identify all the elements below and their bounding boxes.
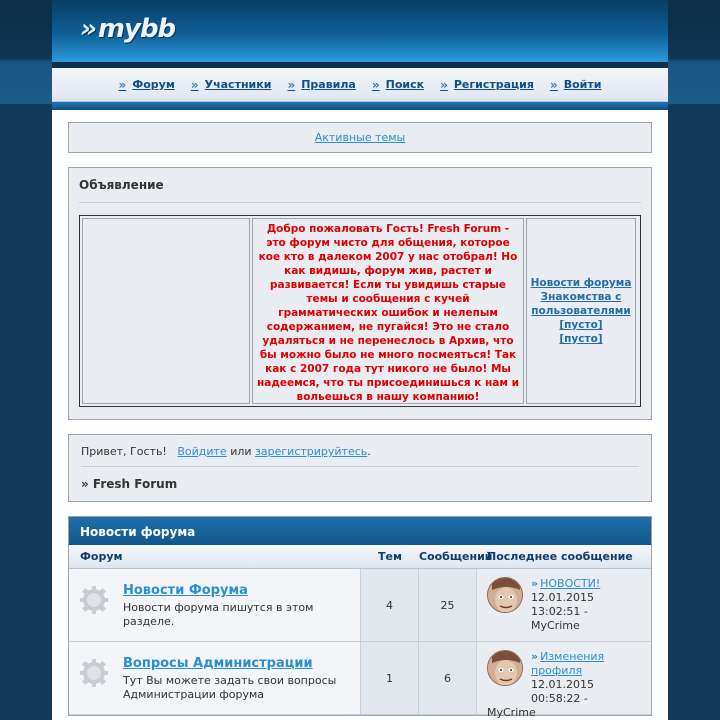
col-topics: Тем — [378, 550, 402, 563]
welcome-greeting — [81, 445, 639, 467]
nav-bottom-bar — [52, 102, 668, 110]
last-post — [477, 642, 651, 719]
announcement-link-meet[interactable]: Знакомства с пользователями — [531, 291, 631, 317]
nav-search[interactable] — [372, 78, 424, 92]
nav-forum-label: Форум — [132, 78, 175, 91]
forum-gear-icon — [79, 658, 109, 688]
nav-arrow-icon: » — [287, 77, 296, 92]
last-post-info — [487, 650, 641, 720]
last-post-author[interactable]: MyCrime — [531, 619, 580, 632]
last-post-link[interactable]: Изменения профиля — [531, 650, 605, 677]
column-headers — [69, 545, 651, 569]
header — [52, 0, 668, 62]
announcement-box — [68, 167, 652, 420]
site-logo[interactable] — [80, 14, 175, 44]
nav-members-label: Участники — [204, 78, 272, 91]
avatar[interactable] — [487, 650, 523, 686]
logo-chevron-icon: » — [80, 14, 96, 44]
period-text: . — [367, 445, 371, 458]
forum-gear-icon — [79, 585, 109, 615]
nav-register[interactable] — [440, 78, 534, 92]
posts-count: 25 — [419, 569, 477, 641]
forum-description: Тут Вы можете задать свои вопросы Администрации форума — [123, 674, 337, 701]
forum-row — [69, 642, 651, 719]
nav-search-label: Поиск — [385, 78, 425, 91]
nav-rules-label: Правила — [301, 78, 356, 91]
nav-arrow-icon: » — [190, 77, 199, 92]
forum-info — [69, 642, 361, 714]
nav-login-label: Войти — [563, 78, 602, 91]
last-post-date: 12.01.2015 — [531, 591, 594, 604]
announcement-table — [79, 215, 641, 407]
last-post-author[interactable]: MyCrime — [487, 706, 536, 719]
forum-title-link[interactable]: Новости Форума — [123, 583, 248, 598]
active-topics-link[interactable]: Активные темы — [314, 131, 406, 144]
announcement-link-empty-1[interactable]: [пусто] — [559, 319, 603, 331]
last-post-time: 13:02:51 - — [531, 605, 588, 618]
announcement-title: Объявление — [79, 178, 641, 203]
nav-arrow-icon: » — [549, 77, 558, 92]
or-text: или — [230, 445, 252, 458]
main-nav — [52, 68, 668, 102]
last-post-date: 12.01.2015 — [531, 678, 594, 691]
greeting-text: Привет, Гость! — [81, 445, 167, 458]
main-content — [52, 110, 668, 720]
last-post-arrow-icon: » — [531, 650, 539, 663]
forum-info — [69, 569, 361, 641]
login-link[interactable]: Войдите — [177, 445, 227, 458]
avatar-face-icon — [488, 651, 523, 686]
last-post-arrow-icon: » — [531, 577, 539, 590]
nav-login[interactable] — [550, 78, 602, 92]
breadcrumb[interactable]: » Fresh Forum — [81, 477, 178, 491]
col-forum: Форум — [80, 550, 123, 563]
avatar[interactable] — [487, 577, 523, 613]
posts-count: 6 — [419, 642, 477, 714]
nav-arrow-icon: » — [440, 77, 448, 92]
announcement-empty-cell — [82, 218, 250, 404]
announcement-links — [526, 218, 636, 404]
nav-forum[interactable] — [119, 78, 175, 92]
topics-count: 1 — [361, 642, 419, 714]
nav-arrow-icon: » — [118, 77, 127, 92]
announcement-text: Добро пожаловать Гость! Fresh Forum - это форум чисто для общения, которое кое кто в далеком 2007 у нас отобрал! Но как видишь, форум жив, растет и развивается! Если ты увидишь старые темы и сообщения с кучей грамматических ошибок и нелепым содержанием, не пугайся! Это не стало удаляться и не перенеслось в Архив, что бы можно было не много посмеяться! Так как с 2007 года тут никого не было! Мы надеемся, что ты присоединишься к нам и вольешься в нашу компанию! — [252, 218, 524, 404]
last-post — [477, 569, 651, 641]
welcome-box — [68, 434, 652, 502]
page-container — [52, 0, 668, 720]
forum-description: Новости форума пишутся в этом разделе. — [123, 601, 314, 628]
last-post-info — [531, 577, 641, 633]
col-last-post: Последнее сообщение — [487, 550, 633, 563]
last-post-time: 00:58:22 - — [531, 692, 588, 705]
last-post-link[interactable]: НОВОСТИ! — [540, 577, 601, 590]
nav-register-label: Регистрация — [453, 78, 534, 91]
active-topics-box — [68, 122, 652, 153]
forum-category — [68, 516, 652, 719]
col-posts: Сообщений — [419, 550, 493, 563]
topics-count: 4 — [361, 569, 419, 641]
forum-title-link[interactable]: Вопросы Администрации — [123, 656, 313, 671]
category-title[interactable]: Новости форума — [69, 517, 651, 545]
nav-members[interactable] — [191, 78, 272, 92]
nav-arrow-icon: » — [371, 77, 380, 92]
register-link[interactable]: зарегистрируйтесь — [255, 445, 368, 458]
forum-row — [69, 569, 651, 642]
nav-rules[interactable] — [287, 78, 355, 92]
avatar-face-icon — [488, 578, 523, 613]
announcement-link-news[interactable]: Новости форума — [530, 277, 632, 289]
announcement-link-empty-2[interactable]: [пусто] — [559, 333, 603, 345]
logo-text: mybb — [97, 14, 176, 44]
